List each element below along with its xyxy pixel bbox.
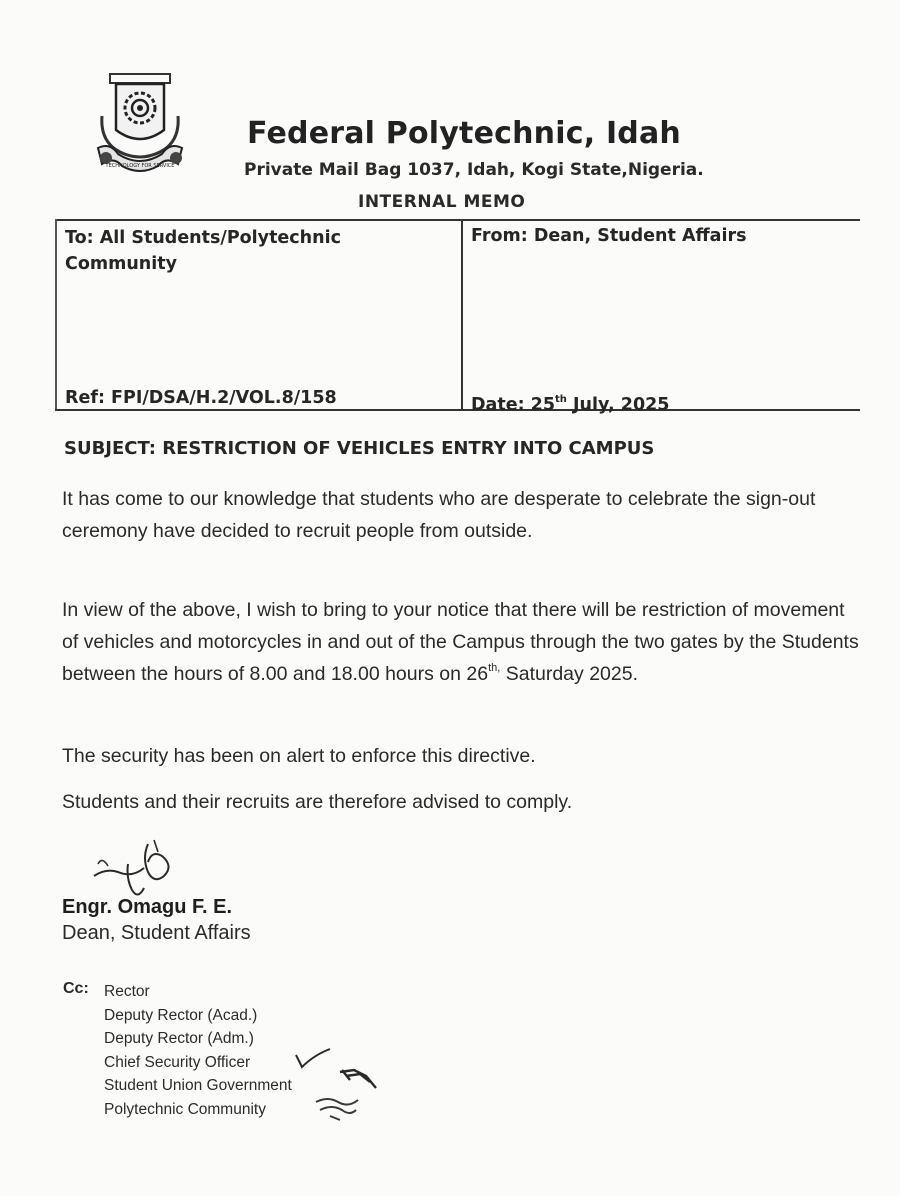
table-top-rule [55,219,860,221]
table-middle-rule [461,219,463,411]
cc-list [104,980,292,1122]
memo-from: From: Dean, Student Affairs [471,226,747,246]
memo-date-prefix: Date: 25 [471,395,556,415]
memo-date-ordinal: th [555,394,567,405]
signer-name: Engr. Omagu F. E. [62,896,233,918]
signer-title: Dean, Student Affairs [62,922,251,944]
body-paragraph-4: Students and their recruits are therefore advised to comply. [62,791,573,813]
cc-recipient: Deputy Rector (Acad.) [104,1006,258,1024]
body-paragraph-3: The security has been on alert to enforce this directive. [62,745,536,767]
memo-header-table [55,219,860,413]
cc-label: Cc: [63,980,89,997]
body-paragraph-2-text: In view of the above, I wish to bring to your notice that there will be restriction of movement of vehicles and motorcycles in and out of the Campus through the two gates by the Students between the hours of 8.00 and 18.00 hours on 26 [62,599,859,685]
body-paragraph-2-end: Saturday 2025. [500,663,638,685]
cc-recipient: Rector [104,983,150,1000]
polytechnic-crest-logo [96,72,214,184]
body-paragraph-2 [62,594,862,690]
cc-recipient: Chief Security Officer [104,1053,251,1071]
memo-type-label: INTERNAL MEMO [358,192,526,212]
institution-name: Federal Polytechnic, Idah [247,116,681,151]
cc-recipient-with-stamp [104,1098,292,1122]
crest-motto: TECHNOLOGY FOR SERVICE [105,163,175,169]
memo-ref: Ref: FPI/DSA/H.2/VOL.8/158 [65,388,337,408]
body-paragraph-1: It has come to our knowledge that students who are desperate to celebrate the sign-out ceremony have decided to recruit people from outside. [62,488,816,542]
cc-recipient-with-stamp [104,1074,292,1098]
memo-date [471,387,669,418]
cc-recipient: Student Union Government [104,1077,292,1095]
table-left-rule [55,219,57,411]
institution-address: Private Mail Bag 1037, Idah, Kogi State,Nigeria. [244,160,704,180]
cc-recipient: Deputy Rector (Adm.) [104,1030,254,1048]
cc-recipient: Polytechnic Community [104,1100,266,1118]
ink-scribble-icon [336,1066,382,1094]
ink-scribble-icon [312,1094,362,1122]
memo-subject: SUBJECT: RESTRICTION OF VEHICLES ENTRY INTO CAMPUS [64,438,655,459]
memo-to: To: All Students/Polytechnic Community [65,228,341,274]
checkmark-icon [294,1045,334,1071]
cc-recipient-with-tick [104,1051,292,1075]
memo-date-suffix: July, 2025 [566,395,670,415]
body-paragraph-2-ordinal: th, [488,662,501,674]
